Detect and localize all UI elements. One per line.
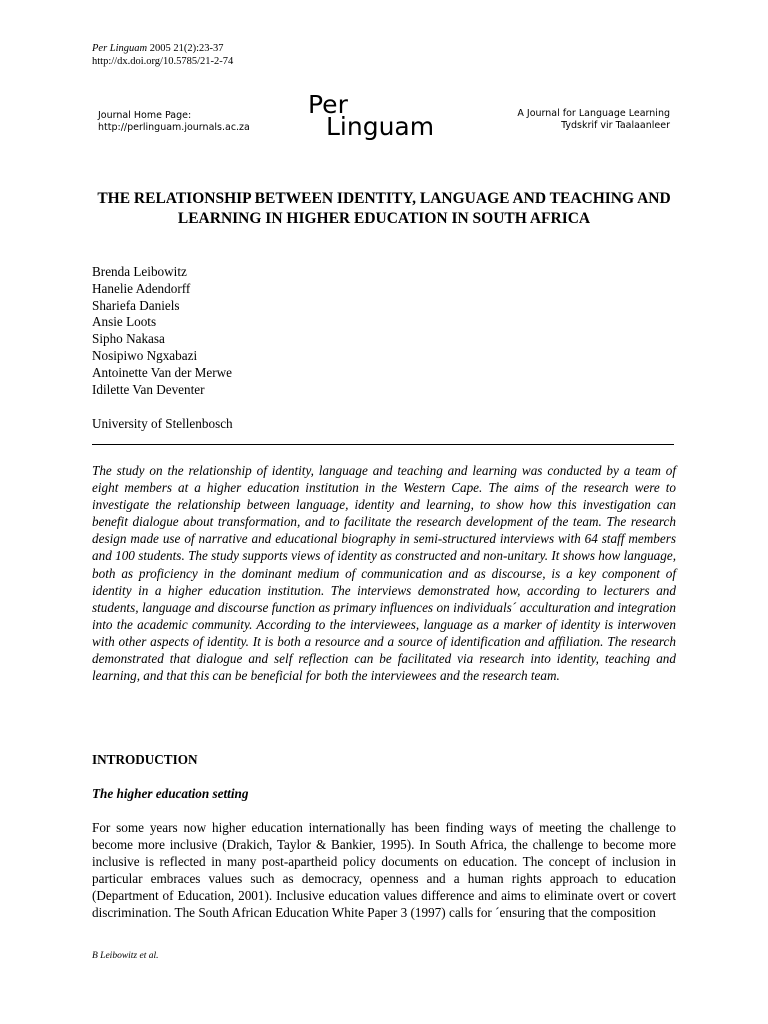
article-title: THE RELATIONSHIP BETWEEN IDENTITY, LANGUAGE AND TEACHING AND LEARNING IN HIGHER EDUCATION IN SOUTH AFRICA	[97, 190, 671, 227]
running-footer: B Leibowitz et al.	[92, 951, 159, 961]
tagline-english: A Journal for Language Learning	[517, 108, 670, 119]
journal-name: Per Linguam	[92, 43, 148, 54]
abstract: The study on the relationship of identity, language and teaching and learning was conducted by a team of eight members at a higher education institution in the Western Cape. The aims of the research were to investigate the relationship between language, identity and learning, to show how this investigation can benefit dialogue about transformation, and to facilitate the research development of the team. The research design made use of narrative and educational biography in semi-structured interviews with 64 staff members and 100 students. The study supports views of identity as constructed and non-unitary. It shows how language, both as proficiency in the dominant medium of communication and as discourse, is a key component of identity in a higher education institution. The interviews demonstrated how, according to lecturers and students, language and discourse function as primary influences on individuals´ acculturation and integration into the academic community. According to the interviewees, language as a marker of identity is interwoven with other aspects of identity. It is both a resource and a source of identification and affiliation. The research demonstrated that dialogue and self reflection can be facilitated via research into identity, teaching and learning, and that this can be beneficial for both the interviewees and the research team.	[92, 463, 676, 684]
logo-text-top: Per	[308, 90, 348, 119]
author-name: Antoinette Van der Merwe	[92, 364, 233, 380]
body-paragraph: For some years now higher education internationally has been finding ways of meeting the challenge to become more inclusive (Drakich, Taylor & Bankier, 1995). In South Africa, the challenge to become more inclusive is reflected in many post-apartheid policy documents on education. The concept of inclusion in particular embraces values such as democracy, openness and a human rights approach to education (Department of Education, 2001). Inclusive education values difference and aims to eliminate overt or covert discrimination. The South African Education White Paper 3 (1997) calls for ´ensuring that the composition	[92, 820, 676, 920]
author-name: Shariefa Daniels	[92, 297, 180, 313]
affiliation: University of Stellenbosch	[92, 416, 233, 431]
journal-home-label: Journal Home Page:	[98, 110, 192, 121]
journal-home-block	[98, 110, 250, 134]
author-name: Idilette Van Deventer	[92, 381, 205, 397]
author-name: Nosipiwo Ngxabazi	[92, 347, 198, 363]
tagline-afrikaans: Tydskrif vir Taalaanleer	[561, 120, 670, 131]
separator-rule	[92, 444, 674, 445]
citation-block	[92, 42, 233, 68]
journal-home-url[interactable]: http://perlinguam.journals.ac.za	[98, 122, 250, 133]
author-name: Ansie Loots	[92, 314, 157, 330]
journal-logo	[308, 92, 434, 139]
citation-line	[92, 42, 233, 55]
journal-tagline	[517, 108, 670, 132]
subsection-heading: The higher education setting	[92, 786, 249, 801]
logo-text-bottom: Linguam	[326, 112, 435, 141]
doi-link[interactable]: http://dx.doi.org/10.5785/21-2-74	[92, 56, 234, 67]
citation-details: 2005 21(2):23-37	[147, 43, 224, 54]
author-name: Hanelie Adendorff	[92, 280, 191, 296]
section-heading: INTRODUCTION	[92, 752, 198, 767]
author-name: Sipho Nakasa	[92, 331, 165, 347]
author-name: Brenda Leibowitz	[92, 264, 187, 279]
author-list	[92, 264, 232, 398]
